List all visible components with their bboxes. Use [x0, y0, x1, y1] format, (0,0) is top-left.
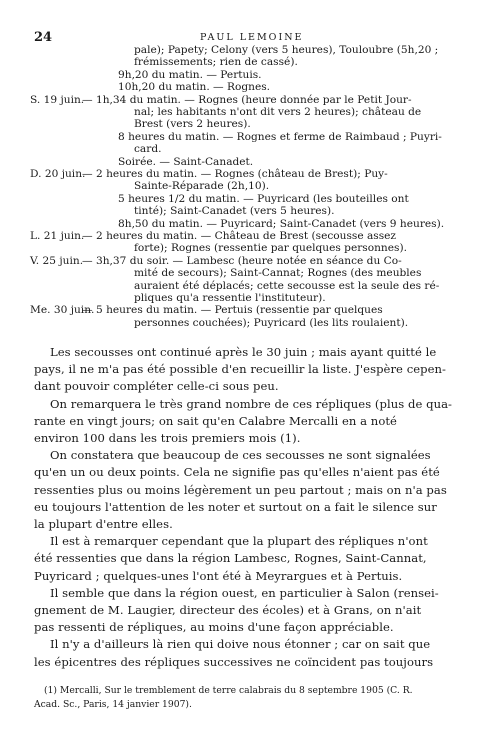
list-line: Brest (vers 2 heures). [134, 118, 251, 131]
paragraph-line: gnement de M. Laugier, directeur des écoles) et à Grans, on n'ait [34, 603, 422, 617]
paragraph-line: ressenties plus ou moins légèrement un peu partout ; mais on n'a pas [34, 482, 447, 497]
list-line: nal; les habitants n'ont dit vers 2 heures); château de [134, 106, 422, 118]
list-line: auraient été déplacés; cette secousse est la seule des ré- [134, 279, 440, 292]
list-line: — 2 heures du matin. — Château de Brest (secousse assez [82, 230, 397, 242]
footnote-line: (1) Mercalli, Sur le tremblement de terre calabrais du 8 septembre 1905 (C. R. [44, 685, 413, 696]
paragraph-line: les épicentres des répliques successives ne coïncident pas toujours [34, 654, 434, 669]
paragraph-line: On constatera que beaucoup de ces secousses ne sont signalées [50, 448, 431, 463]
footnote-line: Acad. Sc., Paris, 14 janvier 1907). [34, 699, 192, 710]
list-line: 8 heures du matin. — Rognes et ferme de Raimbaud ; Puyri- [118, 130, 442, 143]
paragraph-line: pas ressenti de répliques, au moins d'une façon appréciable. [34, 620, 394, 635]
list-line: mité de secours); Saint-Cannat; Rognes (des meubles [134, 267, 422, 280]
list-line: forte); Rognes (ressentie par quelques personnes). [134, 242, 407, 255]
paragraph-line: On remarquera le très grand nombre de ces répliques (plus de qua- [50, 396, 453, 411]
list-line: card. [134, 143, 162, 156]
list-line: pliques qu'a ressentie l'instituteur). [134, 292, 326, 304]
list-date-label: Me. 30 juin. [30, 304, 95, 317]
paragraph-line: qu'en un ou deux points. Cela ne signifie pas qu'elles n'aient pas été [34, 465, 440, 480]
paragraph-line: Il est à remarquer cependant que la plupart des répliques n'ont [50, 534, 428, 549]
list-line: Sainte-Réparade (2h,10). [134, 180, 270, 193]
paragraph-line: la plupart d'entre elles. [34, 517, 173, 531]
paragraph-line: environ 100 dans les trois premiers mois (1). [34, 431, 301, 445]
paragraph-line: été ressenties que dans la région Lambesc, Rognes, Saint-Cannat, [34, 551, 427, 566]
list-line: 8h,50 du matin. — Puyricard; Saint-Canadet (vers 9 heures). [118, 217, 445, 230]
paragraph-line: Il semble que dans la région ouest, en particulier à Salon (rensei- [50, 585, 439, 600]
list-line: personnes couchées); Puyricard (les lits roulaient). [134, 316, 409, 329]
list-line: — 1h,34 du matin. — Rognes (heure donnée par le Petit Jour- [82, 93, 412, 106]
list-date-label: D. 20 juin. [30, 168, 86, 180]
list-line: tinté); Saint-Canadet (vers 5 heures). [134, 205, 335, 218]
running-title: PAUL LEMOINE [200, 32, 304, 43]
paragraph-line: rante en vingt jours; on sait qu'en Calabre Mercalli en a noté [34, 413, 397, 428]
list-date-label: L. 21 juin. [30, 230, 85, 242]
paragraph-line: eu toujours l'attention de les noter et surtout on a fait le silence sur [34, 499, 437, 514]
list-date-label: V. 25 juin. [30, 254, 84, 267]
list-line: — 5 heures du matin. — Pertuis (ressentie par quelques [82, 304, 383, 317]
list-line: — 2 heures du matin. — Rognes (château de Brest); Puy- [82, 168, 388, 180]
paragraph-line: pays, il ne m'a pas été possible d'en recueillir la liste. J'espère cepen- [34, 362, 447, 377]
list-line: 9h,20 du matin. — Pertuis. [118, 68, 262, 81]
paragraph-line: Il n'y a d'ailleurs là rien qui doive nous étonner ; car on sait que [50, 637, 431, 652]
list-line: — 3h,37 du soir. — Lambesc (heure notée en séance du Co- [82, 254, 402, 267]
paragraph-line: Les secousses ont continué après le 30 juin ; mais ayant quitté le [50, 345, 437, 359]
paragraph-line: Puyricard ; quelques-unes l'ont été à Meyrargues et à Pertuis. [34, 568, 403, 583]
list-line: 5 heures 1/2 du matin. — Puyricard (les bouteilles ont [118, 192, 409, 205]
list-line: 10h,20 du matin. — Rognes. [118, 81, 271, 94]
paragraph-line: dant pouvoir compléter celle-ci sous peu. [34, 379, 279, 394]
page-number: 24 [34, 30, 53, 45]
list-line: frémissements; rien de cassé). [134, 56, 298, 69]
list-date-label: S. 19 juin. [30, 93, 85, 106]
list-line: pale); Papety; Celony (vers 5 heures), Touloubre (5h,20 ; [134, 44, 439, 56]
list-line: Soirée. — Saint-Canadet. [118, 155, 254, 168]
